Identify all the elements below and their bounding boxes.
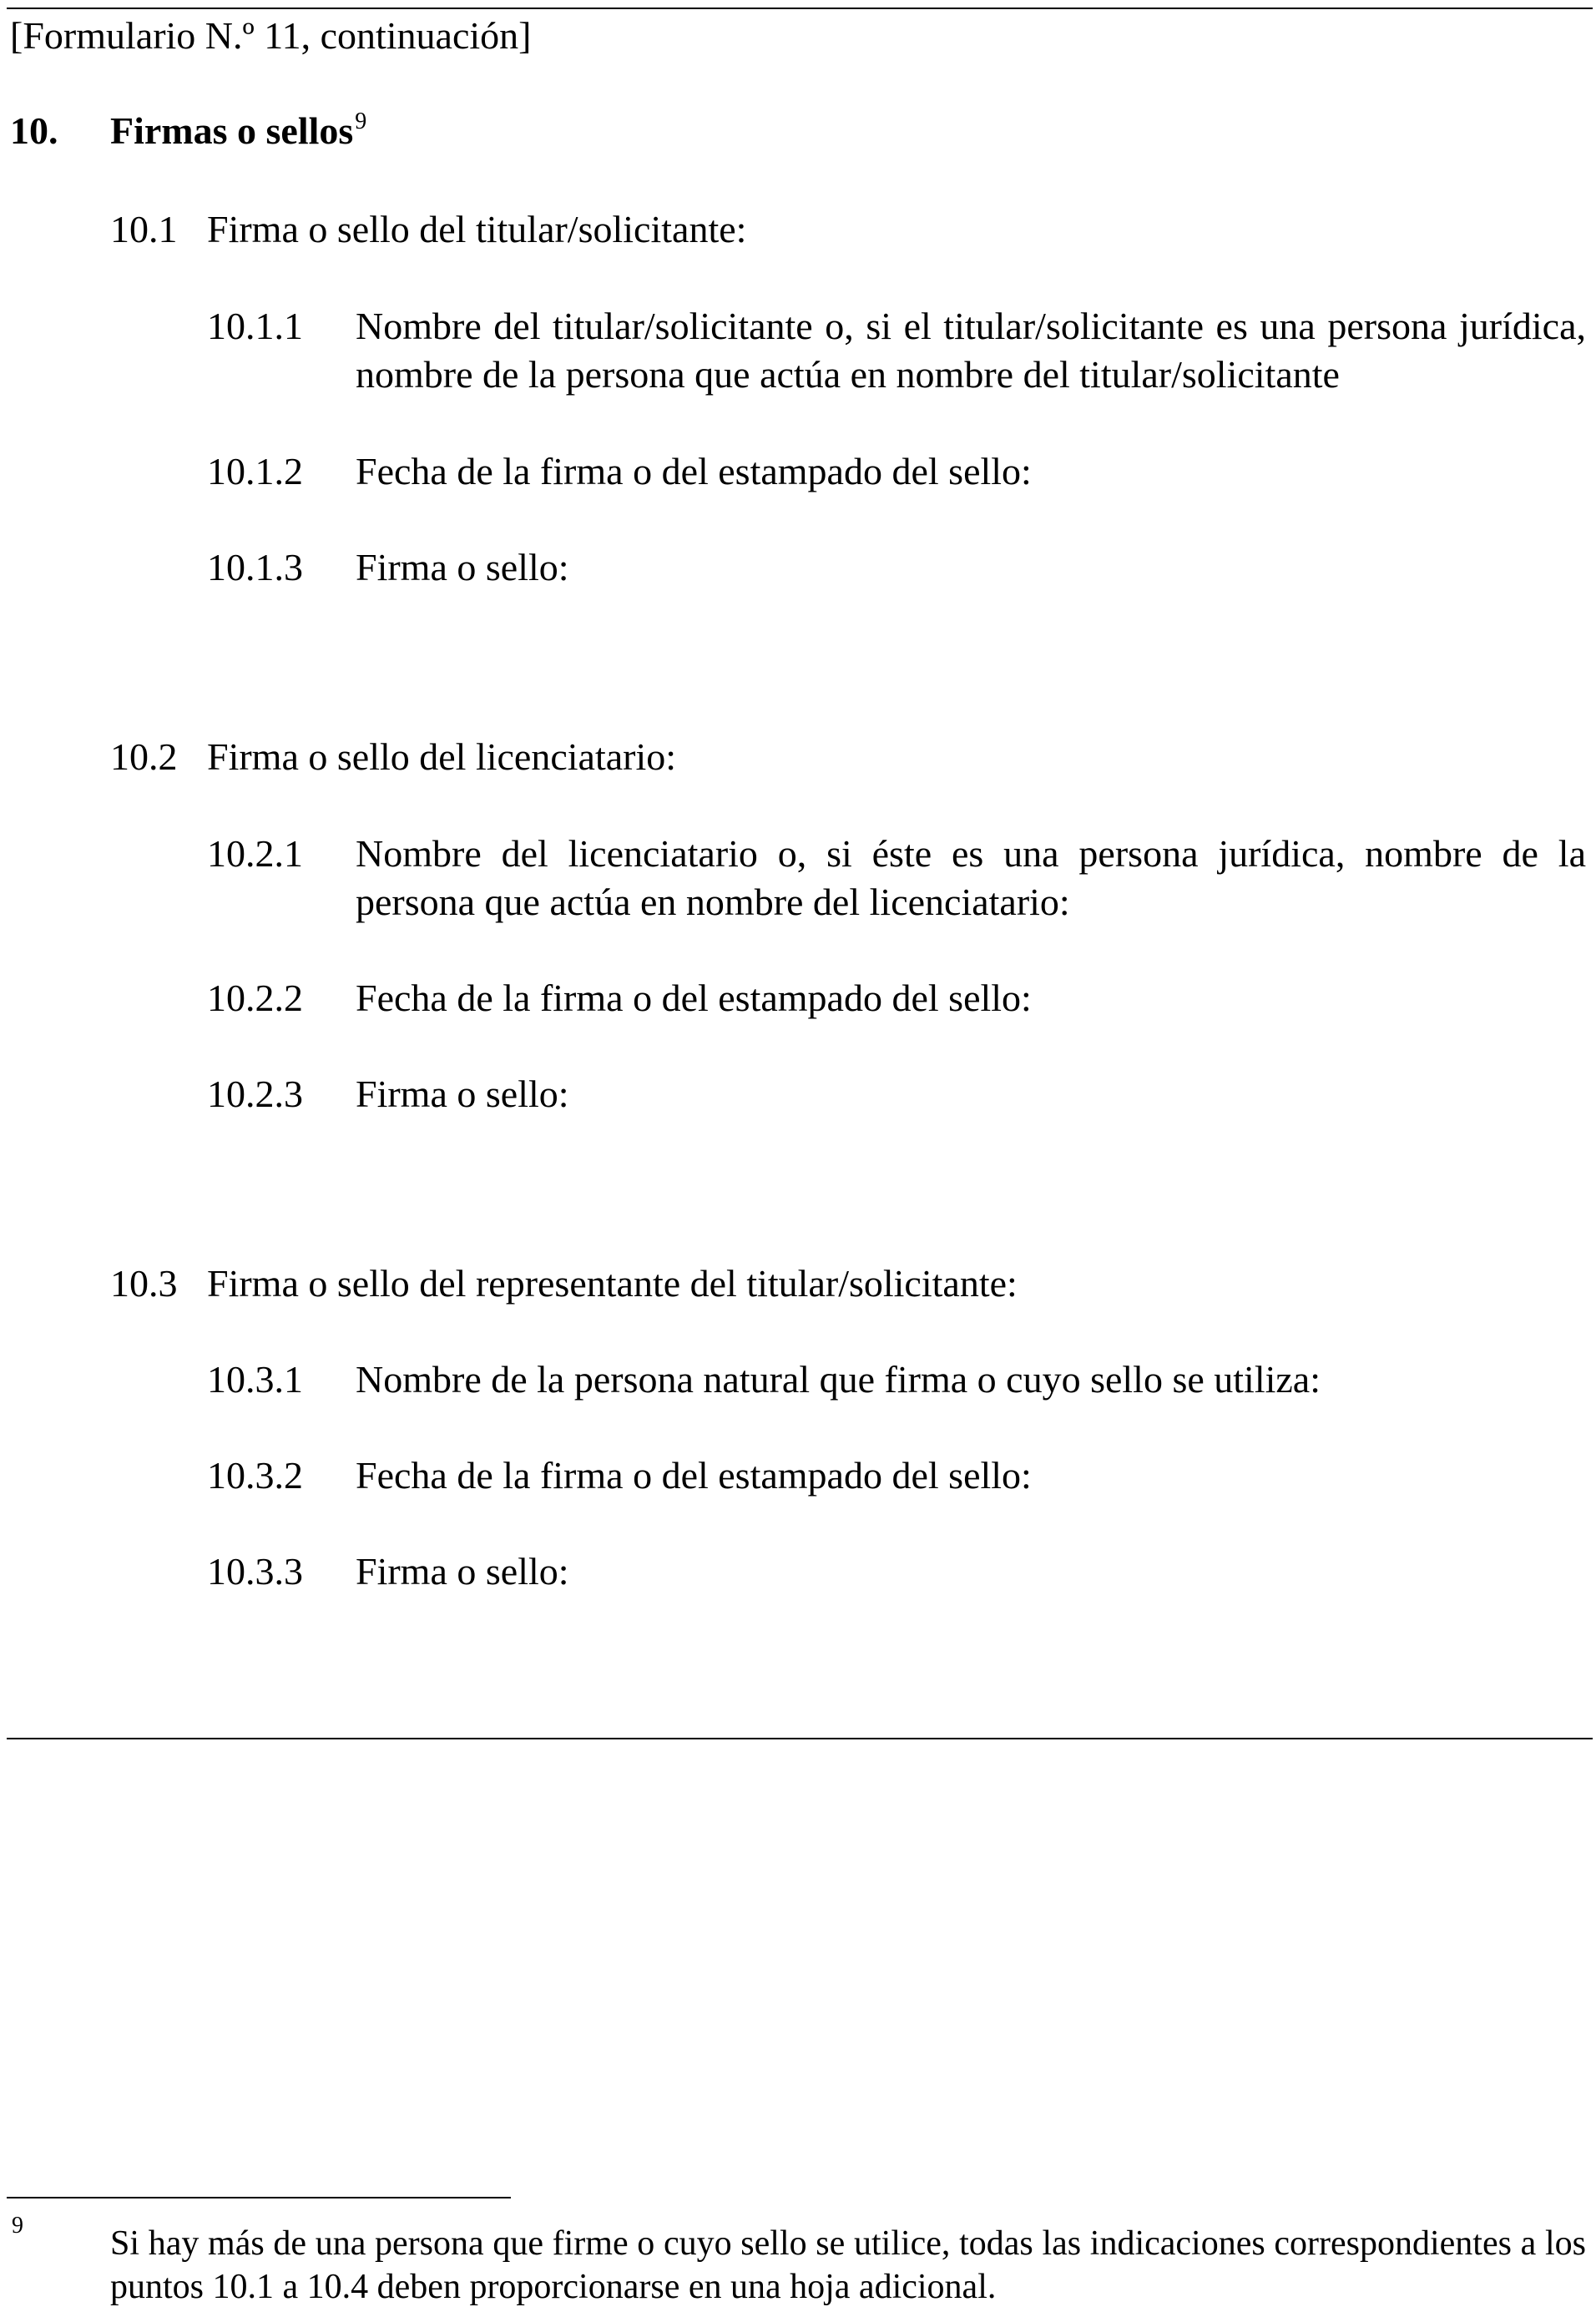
item-number-10-2-2: 10.2.2	[207, 977, 303, 1019]
item-number-10-1-3: 10.1.3	[207, 546, 303, 588]
item-number-10-2-3: 10.2.3	[207, 1073, 303, 1115]
item-text-10-3-2: Fecha de la firma o del estampado del sello:	[356, 1454, 1032, 1497]
footnote-mark: 9	[12, 2213, 23, 2239]
subsection-number-10-1: 10.1	[110, 208, 178, 250]
item-number-10-2-1: 10.2.1	[207, 832, 303, 875]
section-number: 10.	[10, 109, 58, 152]
footnote-text: Si hay más de una persona que firme o cuyo sello se utilice, todas las indicaciones correspondientes a los puntos 10.1 a 10.4 deben proporcionarse en una hoja adicional.	[110, 2224, 1586, 2306]
item-number-10-3-1: 10.3.1	[207, 1358, 303, 1401]
item-text-10-3-1: Nombre de la persona natural que firma o cuyo sello se utiliza:	[356, 1358, 1321, 1401]
item-number-10-1-2: 10.1.2	[207, 450, 303, 492]
top-rule	[7, 8, 1593, 9]
bottom-rule	[7, 1738, 1593, 1739]
item-number-10-3-3: 10.3.3	[207, 1550, 303, 1593]
form-continuation-header: [Formulario N.º 11, continuación]	[10, 14, 532, 57]
footnote-separator	[7, 2197, 511, 2198]
item-text-10-1-1: Nombre del titular/solicitante o, si el titular/solicitante es una persona jurídica, nombre de la persona que actúa en nombre del titular/solicitante	[356, 305, 1586, 396]
subsection-title-10-2: Firma o sello del licenciatario:	[207, 735, 677, 778]
item-text-10-2-2: Fecha de la firma o del estampado del sello:	[356, 977, 1032, 1019]
item-text-10-2-1: Nombre del licenciatario o, si éste es una persona jurídica, nombre de la persona que actúa en nombre del licenciatario:	[356, 832, 1586, 923]
subsection-title-10-1: Firma o sello del titular/solicitante:	[207, 208, 747, 250]
section-title	[110, 107, 366, 161]
footnote-reference[interactable]: 9	[355, 109, 367, 134]
item-text-10-1-3: Firma o sello:	[356, 546, 569, 588]
item-text-10-1-2: Fecha de la firma o del estampado del sello:	[356, 450, 1032, 492]
item-number-10-1-1: 10.1.1	[207, 305, 303, 347]
subsection-number-10-2: 10.2	[110, 735, 178, 778]
subsection-number-10-3: 10.3	[110, 1262, 178, 1305]
item-number-10-3-2: 10.3.2	[207, 1454, 303, 1497]
item-text-10-2-3: Firma o sello:	[356, 1073, 569, 1115]
item-text-10-3-3: Firma o sello:	[356, 1550, 569, 1593]
section-title-text: Firmas o sellos	[110, 109, 354, 152]
subsection-title-10-3: Firma o sello del representante del titular/solicitante:	[207, 1262, 1018, 1305]
